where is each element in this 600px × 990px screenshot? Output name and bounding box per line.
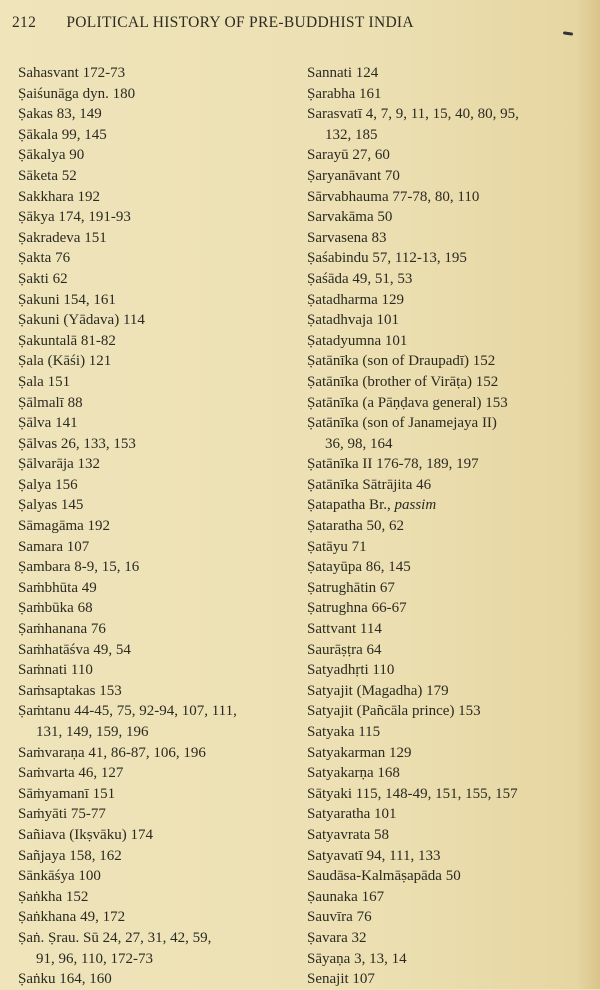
entry-italic-text: passim — [394, 497, 437, 514]
entry-text: Saṁyāti 75-77 — [18, 806, 106, 823]
index-entry — [307, 660, 599, 681]
index-entry — [307, 145, 599, 166]
entry-text: Ṣarabha 161 — [307, 85, 382, 102]
index-entry — [307, 290, 599, 311]
index-entry — [307, 743, 599, 764]
entry-text: Saurāṣṭra 64 — [307, 641, 382, 658]
index-entry — [307, 351, 599, 372]
index-entry — [18, 578, 310, 599]
index-entry — [307, 166, 599, 187]
entry-text: Ṣaśāda 49, 51, 53 — [307, 270, 413, 287]
entry-text: Ṣaśabindu 57, 112-13, 195 — [307, 250, 467, 267]
entry-text: Sarasvatī 4, 7, 9, 11, 15, 40, 80, 95, — [307, 106, 519, 123]
index-entry — [307, 763, 599, 784]
entry-text: Ṣakuni 154, 161 — [18, 291, 116, 308]
index-entry — [18, 331, 310, 352]
entry-text: Ṣakuni (Yādava) 114 — [18, 312, 145, 329]
index-entry — [18, 619, 310, 640]
index-entry — [18, 537, 310, 558]
entry-text: Ṣaiśunāga dyn. 180 — [18, 85, 136, 102]
index-entry — [18, 434, 310, 455]
entry-text: Samara 107 — [18, 538, 90, 555]
entry-text: Ṣatayūpa 86, 145 — [307, 559, 411, 576]
index-entry — [307, 537, 599, 558]
entry-text: Ṣala (Kāśi) 121 — [18, 353, 112, 370]
entry-text: Ṣatānīka II 176-78, 189, 197 — [307, 456, 479, 473]
entry-text: Saṁhatāśva 49, 54 — [18, 641, 131, 658]
index-column-left — [18, 63, 310, 990]
entry-text: Ṣatānīka (son of Draupadī) 152 — [307, 353, 496, 370]
running-header — [12, 14, 414, 32]
index-entry — [18, 866, 310, 887]
index-entry — [307, 248, 599, 269]
entry-text: Ṣaṅkhana 49, 172 — [18, 909, 126, 926]
index-entry — [307, 928, 599, 949]
index-entry — [18, 248, 310, 269]
entry-text: Ṣatrughātin 67 — [307, 579, 395, 596]
entry-text: Ṣataratha 50, 62 — [307, 518, 405, 535]
entry-text: Sātyaki 115, 148-49, 151, 155, 157 — [307, 785, 518, 802]
entry-text: Sarvasena 83 — [307, 229, 387, 246]
index-entry — [307, 969, 599, 990]
entry-text: Saṁnati 110 — [18, 662, 93, 679]
index-entry — [18, 928, 310, 969]
entry-text: Ṣākalya 90 — [18, 147, 85, 164]
index-entry — [307, 825, 599, 846]
index-entry — [307, 475, 599, 496]
entry-text: Ṣatānīka (son of Janamejaya II) — [307, 415, 497, 432]
index-entry — [18, 598, 310, 619]
entry-text: Sahasvant 172-73 — [18, 65, 126, 81]
index-entry — [307, 228, 599, 249]
index-entry — [307, 640, 599, 661]
index-entry — [18, 413, 310, 434]
index-entry — [18, 166, 310, 187]
entry-text: Ṣatadyumna 101 — [307, 332, 408, 349]
entry-continuation: 132, 185 — [325, 126, 378, 143]
entry-continuation: 91, 96, 110, 172-73 — [36, 950, 153, 967]
index-entry — [18, 804, 310, 825]
entry-text: Satyakarman 129 — [307, 744, 412, 761]
entry-text: Ṣala 151 — [18, 373, 71, 390]
entry-text: Sañiava (Ikṣvāku) 174 — [18, 826, 153, 843]
index-entry — [307, 516, 599, 537]
entry-text: Senajit 107 — [307, 971, 375, 988]
entry-text: Sannati 124 — [307, 65, 379, 81]
entry-text: Ṣākya 174, 191-93 — [18, 209, 131, 226]
entry-text: Ṣatānīka (a Pāṇḍava general) 153 — [307, 394, 508, 411]
entry-text: Ṣalya 156 — [18, 476, 78, 493]
index-entry — [307, 846, 599, 867]
entry-text: Sattvant 114 — [307, 621, 382, 638]
index-entry — [307, 495, 599, 516]
entry-text: Satyavrata 58 — [307, 826, 390, 843]
entry-text: Ṣakradeva 151 — [18, 229, 107, 246]
entry-text: Satyavatī 94, 111, 133 — [307, 847, 441, 864]
entry-text: Ṣālvarāja 132 — [18, 456, 101, 473]
entry-text: Sañjaya 158, 162 — [18, 847, 122, 864]
index-entry — [18, 269, 310, 290]
index-entry — [18, 372, 310, 393]
entry-text: Sārvabhauma 77-78, 80, 110 — [307, 188, 480, 205]
entry-text: Ṣaṁbūka 68 — [18, 600, 93, 617]
entry-text: Ṣaṁtanu 44-45, 75, 92-94, 107, 111, — [18, 703, 237, 720]
entry-text: Ṣakti 62 — [18, 270, 68, 287]
index-entry — [18, 784, 310, 805]
index-entry — [307, 784, 599, 805]
entry-text: Saudāsa-Kalmāṣapāda 50 — [307, 868, 461, 885]
index-entry — [18, 743, 310, 764]
index-entry — [18, 763, 310, 784]
entry-text: Saṁbhūta 49 — [18, 579, 97, 596]
entry-text: Sauvīra 76 — [307, 909, 372, 926]
index-entry — [18, 310, 310, 331]
entry-continuation: 36, 98, 164 — [325, 435, 393, 452]
index-entry — [307, 63, 599, 84]
index-entry — [18, 290, 310, 311]
index-entry — [307, 84, 599, 105]
entry-text: Ṣālvas 26, 133, 153 — [18, 435, 136, 452]
index-column-right — [307, 63, 599, 990]
index-entry — [18, 104, 310, 125]
entry-text: Sakkhara 192 — [18, 188, 101, 205]
entry-text: Ṣatadhvaja 101 — [307, 312, 400, 329]
index-entry — [307, 619, 599, 640]
index-entry — [18, 84, 310, 105]
index-entry — [18, 887, 310, 908]
index-entry — [307, 269, 599, 290]
index-entry — [307, 681, 599, 702]
entry-text: Ṣatapatha Br., — [307, 497, 391, 514]
index-entry — [307, 578, 599, 599]
index-entry — [18, 187, 310, 208]
entry-text: Sāmagāma 192 — [18, 518, 111, 535]
index-entry — [307, 866, 599, 887]
index-entry — [18, 516, 310, 537]
entry-text: Satyajit (Pañcāla prince) 153 — [307, 703, 481, 720]
entry-text: Ṣatānīka (brother of Virāṭa) 152 — [307, 373, 499, 390]
index-entry — [18, 969, 310, 990]
index-entry — [18, 701, 310, 742]
entry-text: Sānkāśya 100 — [18, 868, 101, 885]
index-entry — [18, 640, 310, 661]
running-title: POLITICAL HISTORY OF PRE-BUDDHIST INDIA — [66, 14, 414, 31]
entry-text: Ṣaṅkha 152 — [18, 888, 89, 905]
index-entry — [307, 557, 599, 578]
index-entry — [18, 228, 310, 249]
index-entry — [307, 310, 599, 331]
entry-text: Sarvakāma 50 — [307, 209, 393, 226]
index-entry — [18, 846, 310, 867]
index-entry — [307, 187, 599, 208]
entry-text: Ṣakas 83, 149 — [18, 106, 102, 123]
index-entry — [307, 804, 599, 825]
entry-text: Satyajit (Magadha) 179 — [307, 682, 449, 699]
index-entry — [18, 907, 310, 928]
index-entry — [18, 207, 310, 228]
entry-text: Ṣaṅku 164, 160 — [18, 971, 112, 988]
entry-text: Ṣatāyu 71 — [307, 538, 367, 555]
entry-text: Saṁvaraṇa 41, 86-87, 106, 196 — [18, 744, 206, 761]
index-entry — [18, 557, 310, 578]
entry-text: Satyaratha 101 — [307, 806, 397, 823]
entry-text: Sāketa 52 — [18, 167, 77, 184]
index-entry — [307, 701, 599, 722]
index-entry — [307, 372, 599, 393]
entry-text: Ṣatānīka Sātrājita 46 — [307, 476, 432, 493]
entry-text: Ṣaryanāvant 70 — [307, 167, 400, 184]
index-entry — [18, 825, 310, 846]
entry-text: Ṣambara 8-9, 15, 16 — [18, 559, 140, 576]
entry-text: Ṣakuntalā 81-82 — [18, 332, 116, 349]
index-entry — [307, 907, 599, 928]
entry-text: Sāyaṇa 3, 13, 14 — [307, 950, 407, 967]
entry-text: Satyaka 115 — [307, 724, 381, 740]
index-entry — [307, 393, 599, 414]
entry-continuation: 131, 149, 159, 196 — [36, 724, 149, 740]
index-entry — [18, 681, 310, 702]
index-entry — [307, 331, 599, 352]
entry-text: Ṣalyas 145 — [18, 497, 84, 514]
index-entry — [307, 722, 599, 743]
entry-text: Ṣālva 141 — [18, 415, 78, 432]
index-entry — [18, 475, 310, 496]
page-number: 212 — [12, 14, 37, 31]
entry-text: Satyakarṇa 168 — [307, 765, 400, 782]
index-entry — [18, 454, 310, 475]
entry-text: Ṣatrughna 66-67 — [307, 600, 407, 617]
index-entry — [307, 949, 599, 970]
index-entry — [18, 351, 310, 372]
index-entry — [307, 413, 599, 454]
entry-text: Sarayū 27, 60 — [307, 147, 390, 164]
index-entry — [18, 660, 310, 681]
index-entry — [307, 598, 599, 619]
entry-text: Ṣaunaka 167 — [307, 888, 385, 905]
index-entry — [18, 125, 310, 146]
entry-text: Saṁsaptakas 153 — [18, 682, 122, 699]
entry-text: Ṣaṅ. Ṣrau. Sū 24, 27, 31, 42, 59, — [18, 929, 212, 946]
entry-text: Sāṁyamanī 151 — [18, 785, 116, 802]
index-entry — [307, 207, 599, 228]
index-entry — [18, 63, 310, 84]
entry-text: Ṣaṁhanana 76 — [18, 621, 106, 638]
entry-text: Ṣālmalī 88 — [18, 394, 83, 411]
index-entry — [18, 393, 310, 414]
index-entry — [307, 104, 599, 145]
index-entry — [307, 887, 599, 908]
index-entry — [18, 495, 310, 516]
entry-text: Ṣavara 32 — [307, 929, 367, 946]
entry-text: Ṣākala 99, 145 — [18, 126, 107, 143]
entry-text: Satyadhṛti 110 — [307, 662, 395, 679]
index-entry — [307, 454, 599, 475]
entry-text: Ṣakta 76 — [18, 250, 71, 267]
index-entry — [18, 145, 310, 166]
entry-text: Ṣatadharma 129 — [307, 291, 405, 308]
ink-smudge — [563, 31, 573, 35]
entry-text: Saṁvarta 46, 127 — [18, 765, 124, 782]
